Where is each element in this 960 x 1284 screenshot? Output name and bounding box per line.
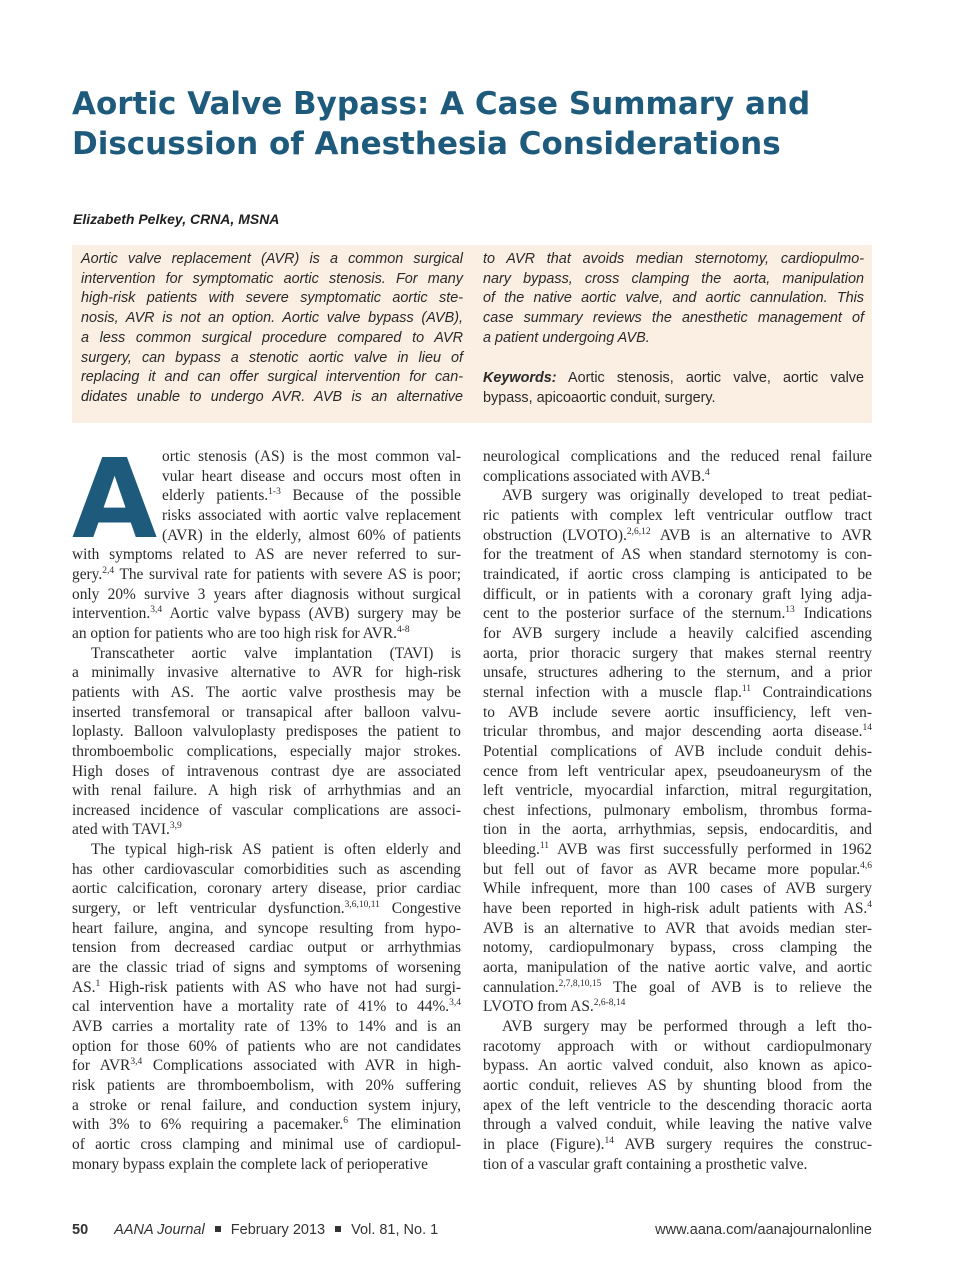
abstract-right-column [483,250,864,349]
text-run: AS. [72,978,96,996]
text-line [72,1096,461,1116]
separator-square [335,1226,341,1232]
text-line [483,1076,872,1096]
text-line [483,447,872,467]
text-run: in place (Figure). [483,1135,605,1153]
abstract-line: case summary reviews the anesthetic management of [483,310,864,327]
text-line [483,958,872,978]
text-run: racotomy approach with or without cardiopulmonary [483,1037,872,1055]
text-line [72,703,461,723]
text-run: AVB carries a mortality rate of 13% to 14% and is an [72,1018,461,1036]
text-line [72,1115,461,1135]
author-byline: Elizabeth Pelkey, CRNA, MSNA [73,211,280,227]
text-line [72,997,461,1017]
text-run: chest infections, pulmonary embolism, thrombus forma- [483,801,872,819]
text-line [483,742,872,762]
text-run: aortic calcification, coronary artery disease, prior cardiac [72,880,461,898]
text-line [483,722,872,742]
text-line [483,840,872,860]
issue-date: February 2013 [230,1222,326,1238]
text-run: (AVR) in the elderly, almost 60% of patients [162,526,461,544]
abstract-line: high-risk patients with severe symptomatic aortic ste- [81,290,463,307]
text-line [483,801,872,821]
text-run: Congestive [379,900,461,918]
text-line [72,958,461,978]
text-run: of aortic cross clamping and minimal use of cardiopul- [72,1135,461,1153]
text-run: tion of a vascular graft containing a prosthetic valve. [483,1155,808,1173]
text-run: risks associated with aortic valve replacement [162,506,461,524]
citation-superscript: 4 [705,467,710,478]
text-run: a stroke or renal failure, and conduction system injury, [72,1096,461,1114]
citation-superscript: 1 [95,978,101,989]
citation-superscript: 3,4 [449,998,461,1009]
text-line [72,860,461,880]
citation-superscript: 11 [539,841,549,852]
text-line [483,526,872,546]
body-left-column [72,435,461,1174]
title-line-2: Discussion of Anesthesia Considerations [72,126,781,162]
text-run: High-risk patients with AS who have not had surgi- [100,978,461,996]
text-run: The typical high-risk AS patient is often elderly and [91,841,461,859]
text-run: for AVB surgery include a heavily calcified ascending [483,624,872,642]
abstract-left-column [81,250,463,408]
text-run: The survival rate for patients with severe AS is poor; [114,565,461,583]
text-line [483,624,872,644]
text-line [72,663,461,683]
text-line [483,1056,872,1076]
text-run: AVB surgery was originally developed to treat pediat- [502,487,872,505]
abstract-line: intervention for symptomatic aortic stenosis. For many [81,270,463,287]
text-line [483,820,872,840]
text-line [483,1115,872,1135]
keywords-text: Aortic stenosis, aortic valve, aortic valve [567,370,864,386]
text-run: The goal of AVB is to relieve the [601,978,872,996]
text-line [72,722,461,742]
text-run: gery. [72,565,103,583]
text-line [72,644,461,664]
text-run: only 20% survive 3 years after diagnosis without surgical [72,585,461,603]
text-run: with symptoms related to AS are never referred to sur- [72,546,461,564]
separator-square [215,1226,221,1232]
text-run: through a valved conduit, while leaving the native valve [483,1116,872,1134]
text-line [483,703,872,723]
text-run: ated with TAVI. [72,821,170,839]
text-line [483,467,872,487]
text-line [72,879,461,899]
text-line [72,978,461,998]
text-run: aorta, manipulation of the native aortic valve, and aortic [483,959,872,977]
text-run: tension from decreased cardiac output or arrhythmias [72,939,461,957]
text-run: a minimally invasive alternative to AVR for high-risk [72,664,461,682]
text-run: monary bypass explain the complete lack of perioperative [72,1155,428,1173]
text-run: AVB is an alternative to AVR [650,526,872,544]
text-run: vular heart disease and occurs most often in [162,467,461,485]
text-line [483,919,872,939]
text-line [483,1096,872,1116]
text-line [72,1155,461,1175]
text-run: risk patients are thromboembolism, with 20% suffering [72,1077,461,1094]
text-run: intervention. [72,605,151,623]
text-run: difficult, or in patients with a coronary graft lying adja- [483,585,872,603]
text-line [483,938,872,958]
text-run: increased incidence of vascular complications are associ- [72,801,461,819]
text-run: Contraindications [751,683,872,701]
text-run: AVB is an alternative to AVR that avoids median ster- [483,919,872,937]
page-footer [72,1222,438,1242]
text-line [483,997,872,1017]
keywords [483,369,864,408]
text-run: with 3% to 6% requiring a pacemaker. [72,1116,344,1134]
citation-superscript: 14 [604,1135,614,1146]
text-run: unsafe, structures adhering to the sternum, and a prior [483,664,872,682]
abstract-line: a patient undergoing AVB. [483,329,650,346]
text-line [72,1056,461,1076]
abstract-line: nary bypass, cross clamping the aorta, manipulation [483,270,864,287]
text-run: Indications [794,605,872,623]
text-run: with renal failure. A high risk of arrhythmias and an [72,782,461,800]
text-line [72,1037,461,1057]
text-line [72,781,461,801]
text-line [72,840,461,860]
text-line [483,604,872,624]
text-line [483,879,872,899]
text-line [72,585,461,605]
text-run: cence from left ventricular apex, pseudoaneurysm of the [483,762,872,780]
text-run: cent to the posterior surface of the sternum. [483,605,786,623]
text-line [483,585,872,605]
text-run: bypass. An aortic valved conduit, also known as apico- [483,1057,872,1075]
text-run: have been reported in high-risk adult patients with AS. [483,900,868,918]
text-line [72,899,461,919]
text-run: option for those 60% of patients who are not candidates [72,1037,461,1055]
keywords-label: Keywords: [483,370,557,386]
text-run: traindicated, if aortic cross clamping is anticipated to be [483,565,872,583]
text-line [72,762,461,782]
text-run: Transcatheter aortic valve implantation (TAVI) is [91,644,461,662]
text-run: cal intervention have a mortality rate of 41% to 44%. [72,998,450,1016]
journal-name: AANA Journal [114,1222,205,1238]
text-line [483,683,872,703]
text-line [72,820,461,840]
text-line [483,1135,872,1155]
text-line [72,1076,461,1096]
citation-superscript: 2,4 [102,565,115,576]
text-line [72,919,461,939]
article-title [72,84,872,164]
text-line [72,1017,461,1037]
abstract-line: a less common surgical procedure compared to AVR [81,329,463,346]
text-run: obstruction (LVOTO). [483,526,627,544]
text-run: for AVR [72,1057,131,1075]
text-line [72,565,461,585]
text-line [483,644,872,664]
text-run: notomy, cardiopulmonary bypass, cross clamping the [483,939,872,957]
text-run: loplasty. Balloon valvuloplasty predisposes the patient to [72,723,461,741]
text-line [72,604,461,624]
text-run: heart failure, angina, and syncope resulting from hypo- [72,919,461,937]
citation-superscript: 3,4 [150,605,163,616]
text-line [483,1037,872,1057]
text-run: Complications associated with AVR in high- [142,1057,461,1075]
text-run: AVB was first successfully performed in 1962 [549,841,872,859]
text-line [483,899,872,919]
citation-superscript: 2,6,12 [626,526,651,537]
text-run: neurological complications and the reduced renal failure [483,448,872,465]
abstract-line: nosis, AVR is not an option. Aortic valve bypass (AVB), [81,310,463,327]
text-run: elderly patients. [162,487,269,505]
citation-superscript: 4-8 [397,624,410,635]
text-run: Potential complications of AVB include conduit dehis- [483,742,872,760]
text-run: inserted transfemoral or transapical after balloon valvu- [72,703,461,721]
issue-volume: Vol. 81, No. 1 [351,1222,439,1238]
text-line [72,1135,461,1155]
text-run: High doses of intravenous contrast dye are associated [72,762,461,780]
keywords-text: bypass, apicoaortic conduit, surgery. [483,389,716,406]
text-run: thromboembolic complications, especially major strokes. [72,742,461,760]
abstract-line: replacing it and can offer surgical intervention for can- [81,369,463,386]
text-run: to AVB include severe aortic insufficiency, left ven- [483,703,872,721]
text-run: left ventricle, myocardial infarction, mitral regurgitation, [483,782,872,800]
page-number: 50 [72,1222,89,1238]
text-line [72,742,461,762]
text-line [72,801,461,821]
abstract-line: of the native aortic valve, and aortic cannulation. This [483,290,864,307]
citation-superscript: 2,7,8,10,15 [558,978,602,989]
journal-url: www.aana.com/aanajournalonline [655,1222,872,1238]
text-run: AVB surgery may be performed through a left tho- [502,1018,872,1036]
text-run: The elimination [347,1116,461,1134]
text-line [483,545,872,565]
text-line [483,1017,872,1037]
text-run: tricular thrombus, and major descending aorta disease. [483,723,863,741]
text-run: complications associated with AVB. [483,467,705,485]
citation-superscript: 13 [785,605,795,616]
text-line [72,683,461,703]
text-line [483,762,872,782]
citation-superscript: 3,4 [130,1057,143,1068]
text-run: are the classic triad of signs and symptoms of worsening [72,959,461,977]
title-line-1: Aortic Valve Bypass: A Case Summary and [72,86,811,122]
text-run: surgery, or left ventricular dysfunction. [72,900,345,918]
abstract-line: Aortic valve replacement (AVR) is a common surgical [81,251,463,267]
citation-superscript: 14 [862,723,872,734]
abstract-line: to AVR that avoids median sternotomy, cardiopulmo- [483,251,864,267]
citation-superscript: 11 [741,683,752,694]
text-line [483,486,872,506]
citation-superscript: 3,6,10,11 [344,900,380,911]
text-run: bleeding. [483,841,540,859]
text-line [483,506,872,526]
text-run: Aortic valve bypass (AVB) surgery may be [162,605,461,623]
text-run: LVOTO from AS. [483,998,594,1016]
text-line [72,938,461,958]
text-line [483,978,872,998]
text-line [483,1155,872,1175]
body-right-column [483,447,872,1174]
text-run: apex of the left ventricle to the descending thoracic aorta [483,1096,872,1114]
citation-superscript: 6 [343,1116,348,1127]
text-line [483,860,872,880]
citation-superscript: 1-3 [268,487,281,498]
text-run: but fell out of favor as AVR became more popular. [483,860,861,878]
text-line [483,565,872,585]
text-run: aortic conduit, relieves AS by shunting blood from the [483,1077,872,1094]
text-run: aorta, prior thoracic surgery that makes sternal reentry [483,644,872,662]
citation-superscript: 2,6-8,14 [593,998,626,1009]
text-run: Because of the possible [280,487,461,505]
text-run: ric patients with complex left ventricular outflow tract [483,506,872,524]
text-run: tion in the aorta, arrhythmias, sepsis, endocarditis, and [483,821,872,839]
text-line [483,781,872,801]
text-line [72,624,461,644]
abstract-box [72,245,872,423]
text-run: patients with AS. The aortic valve prosthesis may be [72,683,461,701]
text-run: an option for patients who are too high risk for AVR. [72,624,398,642]
text-run: for the treatment of AS when standard sternotomy is con- [483,546,872,564]
text-run: has other cardiovascular comorbidities such as ascending [72,860,461,878]
abstract-line: didates unable to undergo AVR. AVB is an alternative [81,388,463,405]
abstract-line: surgery, can bypass a stenotic aortic valve in lieu of [81,349,463,366]
text-run: sternal infection with a muscle flap. [483,683,742,701]
citation-superscript: 4 [867,900,872,911]
citation-superscript: 4,6 [860,860,872,871]
text-run: While infrequent, more than 100 cases of AVB surgery [483,880,872,898]
text-run: ortic stenosis (AS) is the most common val- [162,448,461,465]
drop-cap: A [72,435,158,563]
text-run: cannulation. [483,978,559,996]
text-line [483,663,872,683]
citation-superscript: 3,9 [169,821,182,832]
text-run: AVB surgery requires the construc- [613,1135,872,1153]
